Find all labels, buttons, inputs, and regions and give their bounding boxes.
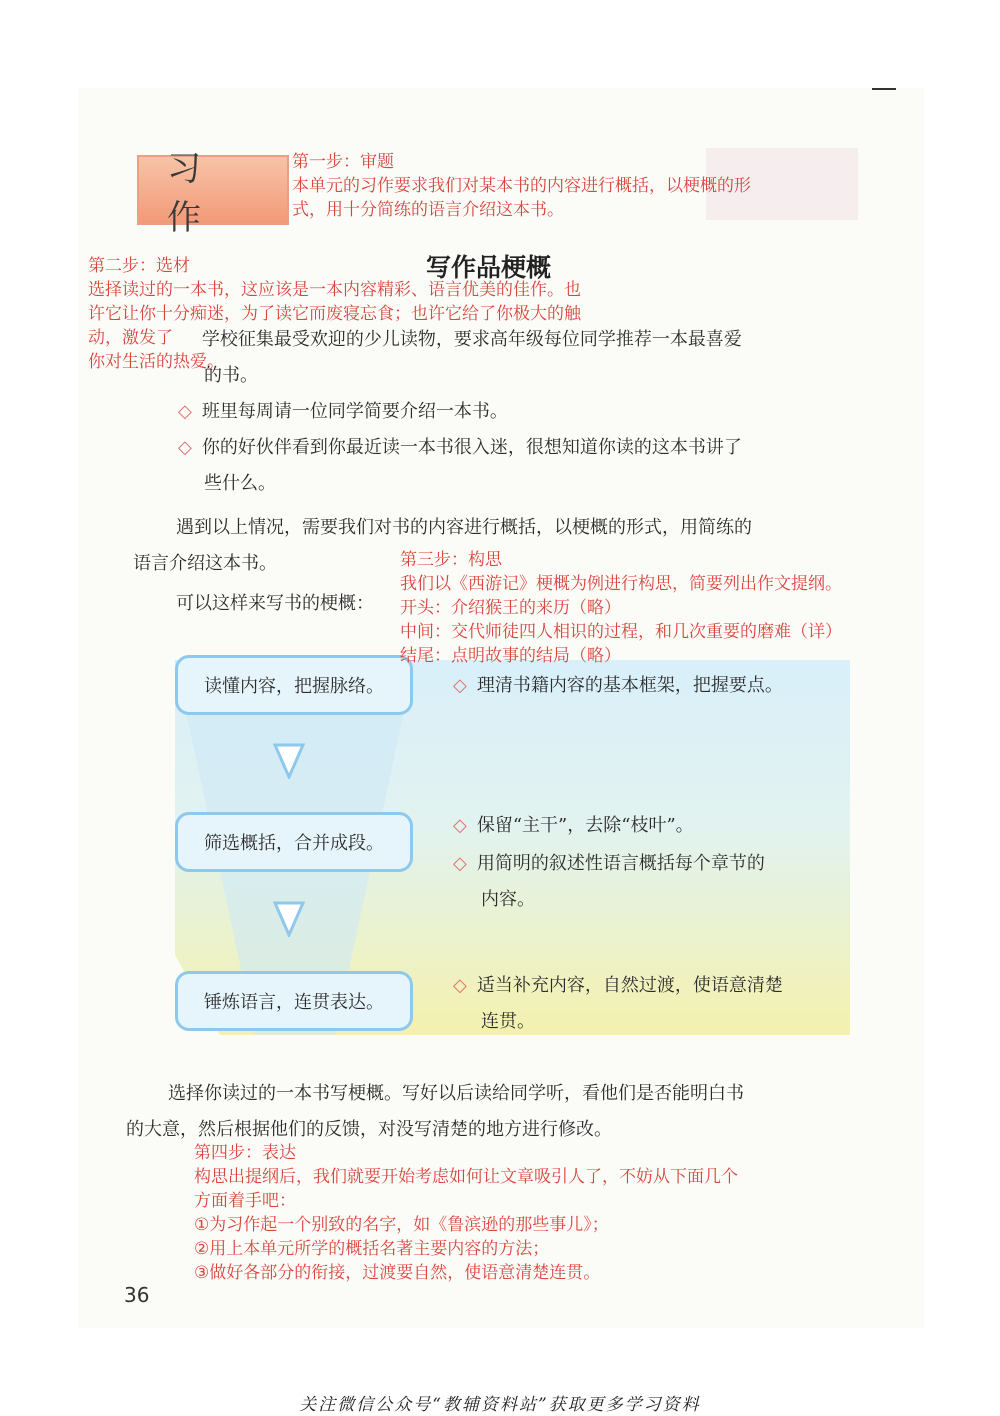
step2-line: 动，激发了 xyxy=(88,328,173,348)
step4-line: ①为习作起一个别致的名字，如《鲁滨逊的那些事儿》； xyxy=(194,1215,609,1235)
funnel-bullet-cont: 连贯。 xyxy=(481,1011,535,1032)
funnel-diagram xyxy=(175,655,850,1040)
diamond-bullet-icon: ◇ xyxy=(453,815,467,836)
footer-note: 关注微信公众号“教辅资料站”获取更多学习资料 xyxy=(299,1395,701,1415)
step1-line: 本单元的习作要求我们对某本书的内容进行概括，以梗概的形 xyxy=(292,176,751,196)
funnel-bullet: ◇ 保留“主干”，去除“枝叶”。 xyxy=(453,815,694,836)
situation-1b: 的书。 xyxy=(204,365,258,386)
paragraph-3b: 的大意，然后根据他们的反馈，对没写清楚的地方进行修改。 xyxy=(126,1119,612,1140)
paragraph-3a: 选择你读过的一本书写梗概。写好以后读给同学听，看他们是否能明白书 xyxy=(168,1083,744,1104)
step4-heading: 第四步：表达 xyxy=(194,1143,296,1163)
step2-line: 选择读过的一本书，这应该是一本内容精彩、语言优美的佳作。也 xyxy=(88,280,581,300)
diamond-bullet-icon: ◇ xyxy=(453,853,467,874)
page-number: 36 xyxy=(124,1283,150,1307)
situation-3a: 你的好伙伴看到你最近读一本书很入迷，很想知道你读的这本书讲了 xyxy=(201,437,742,458)
step2-line: 许它让你十分痴迷，为了读它而废寝忘食；也许它给了你极大的触 xyxy=(88,304,581,324)
step3-line: 中间：交代师徒四人相识的过程，和几次重要的磨难（详） xyxy=(400,622,842,642)
step3-annotation xyxy=(400,548,842,668)
funnel-step-2: 筛选概括，合并成段。 xyxy=(175,812,413,872)
situation-2: 班里每周请一位同学简要介绍一本书。 xyxy=(201,401,508,422)
paragraph-2: 可以这样来写书的梗概： xyxy=(176,593,374,614)
down-triangle-icon xyxy=(273,743,305,779)
situation-list xyxy=(178,322,742,502)
funnel-step-1: 读懂内容，把握脉络。 xyxy=(175,655,413,715)
funnel-bullet: ◇ 适当补充内容，自然过渡，使语意清楚 xyxy=(453,975,783,996)
step4-line: 方面着手吧： xyxy=(194,1191,296,1211)
diamond-bullet-icon: ◇ xyxy=(453,675,467,696)
step2-heading: 第二步：选材 xyxy=(88,256,190,276)
step3-line: 开头：介绍猴王的来历（略） xyxy=(400,598,621,618)
page-title: 写作品梗概 xyxy=(426,253,552,282)
funnel-bullet: ◇ 理清书籍内容的基本框架，把握要点。 xyxy=(453,675,783,696)
funnel-bullet: ◇ 用简明的叙述性语言概括每个章节的 xyxy=(453,853,765,874)
top-rule xyxy=(872,88,896,90)
step3-line: 我们以《西游记》梗概为例进行构思，简要列出作文提纲。 xyxy=(400,574,842,594)
step3-line: 结尾：点明故事的结局（略） xyxy=(400,646,621,666)
step2-line: 你对生活的热爱。 xyxy=(88,352,224,372)
diamond-bullet-icon: ◇ xyxy=(453,975,467,996)
step1-line: 式，用十分简练的语言介绍这本书。 xyxy=(292,200,564,220)
step1-heading: 第一步：审题 xyxy=(292,152,394,172)
paragraph-1b: 语言介绍这本书。 xyxy=(133,553,277,574)
funnel-step-3: 锤炼语言，连贯表达。 xyxy=(175,971,413,1031)
funnel-bullet-cont: 内容。 xyxy=(481,889,535,910)
step4-line: ③做好各部分的衔接，过渡要自然，使语意清楚连贯。 xyxy=(194,1263,601,1283)
situation-1a: 学校征集最受欢迎的少儿读物，要求高年级每位同学推荐一本最喜爱 xyxy=(201,329,742,350)
section-tag: 习作 xyxy=(137,155,289,225)
step4-line: 构思出提纲后，我们就要开始考虑如何让文章吸引人了，不妨从下面几个 xyxy=(194,1167,738,1187)
diamond-bullet-icon: ◇ xyxy=(178,401,192,422)
step4-annotation xyxy=(194,1141,738,1285)
diamond-bullet-icon: ◇ xyxy=(178,437,192,458)
step4-line: ②用上本单元所学的概括名著主要内容的方法； xyxy=(194,1239,550,1259)
step1-annotation xyxy=(292,150,751,222)
paragraph-1a: 遇到以上情况，需要我们对书的内容进行概括，以梗概的形式，用简练的 xyxy=(176,517,752,538)
step3-heading: 第三步：构思 xyxy=(400,550,502,570)
down-triangle-icon xyxy=(273,901,305,937)
situation-3b: 些什么。 xyxy=(204,473,276,494)
